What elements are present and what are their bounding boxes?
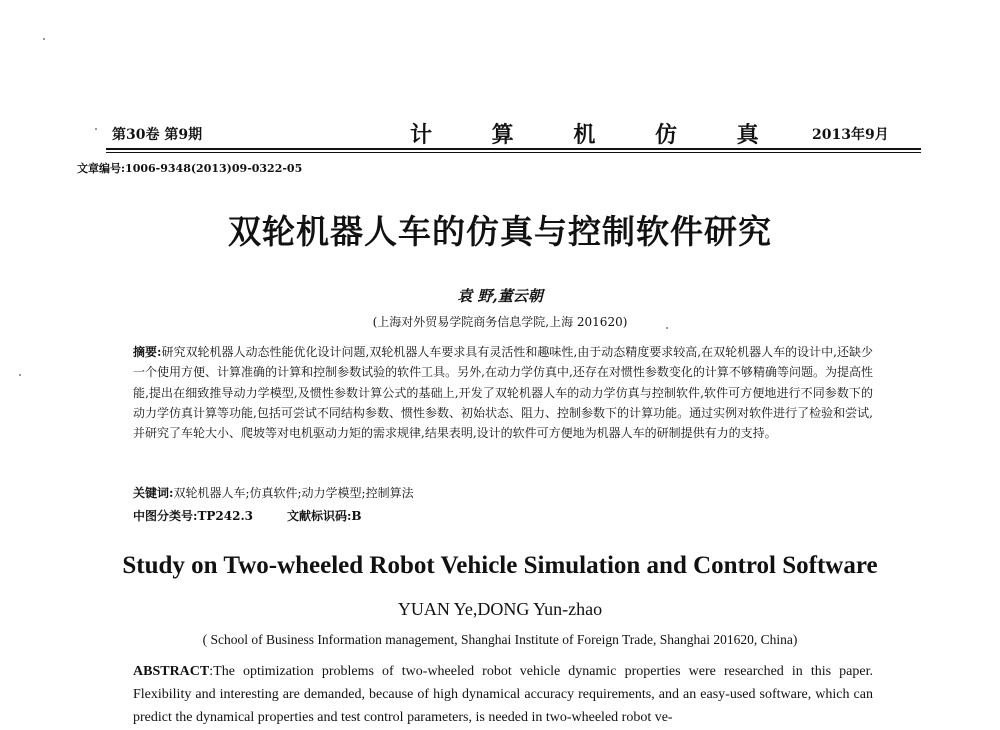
clc-value: TP242.3	[197, 509, 253, 523]
abstract-label: 摘要:	[133, 345, 162, 359]
volume-issue: 第30卷 第9期	[112, 127, 203, 143]
clc-label: 中图分类号:	[133, 509, 198, 523]
header-rule-thick	[106, 148, 921, 150]
english-title: Study on Two-wheeled Robot Vehicle Simulation and Control Software	[122, 552, 878, 579]
keywords-label: 关键词:	[133, 486, 174, 500]
chinese-title: 双轮机器人车的仿真与控制软件研究	[228, 212, 772, 251]
scan-speck	[43, 38, 45, 40]
header-rule-thin	[106, 152, 921, 153]
chinese-authors: 袁 野,董云朝	[457, 287, 543, 305]
english-authors: YUAN Ye,DONG Yun-zhao	[397, 599, 603, 619]
english-abstract-label: ABSTRACT	[133, 664, 210, 679]
chinese-abstract	[133, 342, 873, 443]
doc-code-value: B	[351, 509, 362, 523]
issue-date: 2013年9月	[812, 127, 889, 143]
abstract-text: 研究双轮机器人动态性能优化设计问题,双轮机器人车要求具有灵活性和趣味性,由于动态精度要求较高,在双轮机器人车的设计中,还缺少一个使用方便、计算准确的计算和控制参数试验的软件工具。另外,在动力学仿真中,还存在对惯性参数变化的计算不够精确等问题。为提高性能,提出在细致推导动力学模型,及惯性参数计算公式的基础上,开发了双轮机器人车的动力学仿真与控制软件,软件可方便地进行不同参数下的动力学仿真计算等功能,包括可尝试不同结构参数、惯性参数、初始状态、阻力、控制参数下的计算功能。通过实例对软件进行了检验和尝试,并研究了车轮大小、爬坡等对电机驱动力矩的需求规律,结果表明,设计的软件可方便地为机器人车的研制提供有力的支持。	[133, 345, 874, 441]
article-number: 文章编号:1006-9348(2013)09-0322-05	[77, 162, 303, 175]
scan-speck	[19, 374, 21, 376]
english-abstract-text: :The optimization problems of two-wheeled robot vehicle dynamic properties were researched in this paper. Flexibility and interesting are demanded, because of high dynamical accuracy requirements, and an easy-used software, which can predict the dynamical properties and test control parameters, is needed in two-wheeled robot ve-	[133, 664, 873, 725]
doc-code-label: 文献标识码:	[286, 509, 352, 523]
journal-name: 计 算 机 仿 真	[410, 122, 785, 148]
chinese-affiliation: (上海对外贸易学院商务信息学院,上海 201620)	[372, 315, 628, 329]
keywords-text: 双轮机器人车;仿真软件;动力学模型;控制算法	[173, 486, 414, 500]
classification-line	[133, 507, 362, 524]
english-abstract	[133, 660, 873, 729]
chinese-keywords	[133, 484, 414, 501]
english-affiliation: ( School of Business Information management, Shanghai Institute of Foreign Trade, Shanghai 201620, China)	[202, 632, 798, 647]
scan-speck	[95, 128, 97, 130]
